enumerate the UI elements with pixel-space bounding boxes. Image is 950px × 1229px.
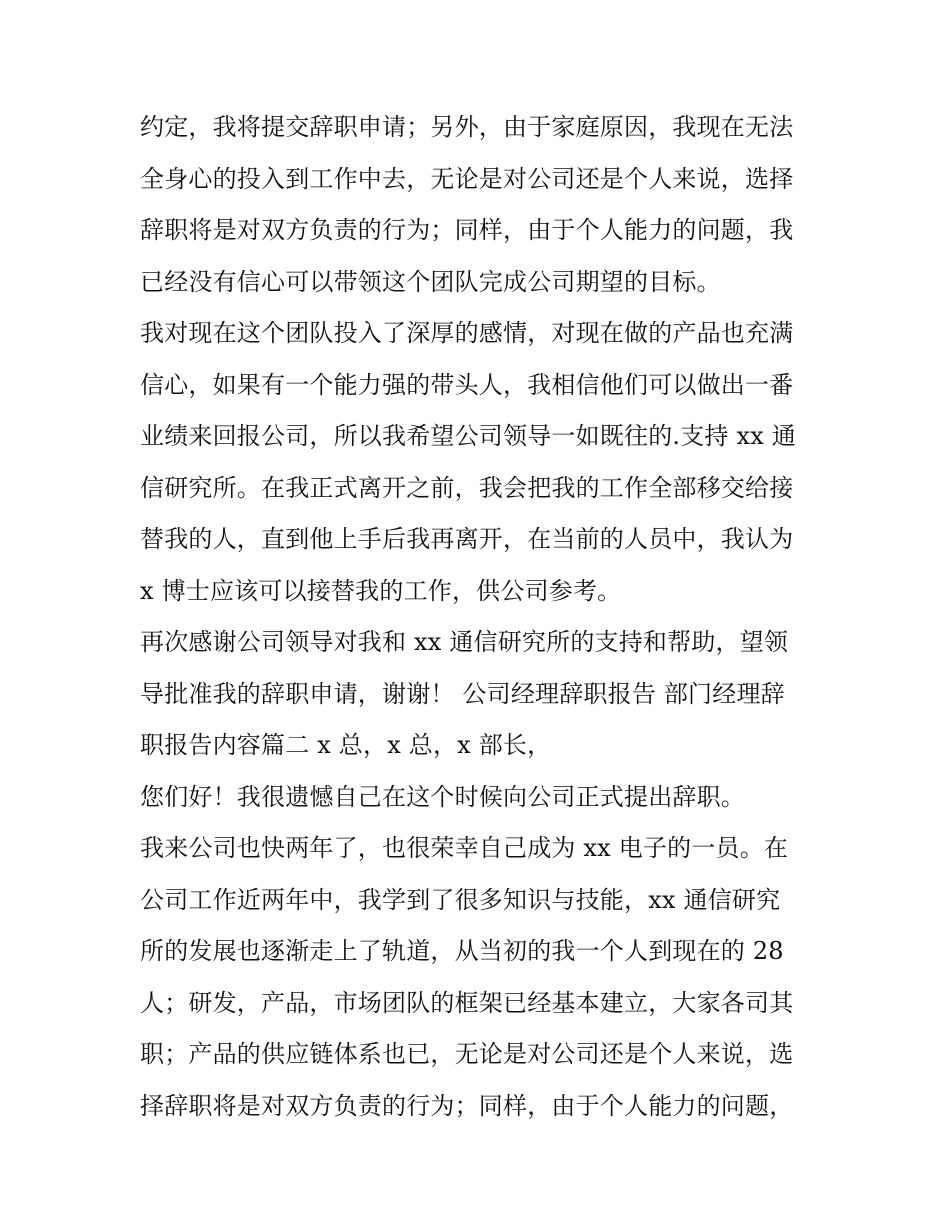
text-line: 择辞职将是对双方负责的行为；同样，由于个人能力的问题，: [140, 1091, 794, 1120]
text-line: 所的发展也逐渐走上了轨道，从当初的我一个人到现在的 28: [140, 937, 784, 965]
text-line: 辞职将是对双方负责的行为；同样，由于个人能力的问题，我: [140, 216, 794, 244]
text-line: 我对现在这个团队投入了深厚的感情，对现在做的产品也充满: [140, 319, 794, 347]
text-line: 导批准我的辞职申请，谢谢！ 公司经理辞职报告 部门经理辞: [140, 679, 785, 708]
document-body: [140, 102, 820, 1132]
text-line: 公司工作近两年中，我学到了很多知识与技能，xx 通信研究: [140, 885, 781, 914]
text-line: 人；研发，产品，市场团队的框架已经基本建立，大家各司其: [140, 988, 794, 1017]
text-line: 业绩来回报公司，所以我希望公司领导一如既往的.支持 xx 通: [140, 422, 796, 450]
text-line: 职；产品的供应链体系也已，无论是对公司还是个人来说，选: [140, 1040, 794, 1068]
text-line: 我来公司也快两年了，也很荣幸自己成为 xx 电子的一员。在: [140, 834, 789, 862]
text-line: 职报告内容篇二 x 总，x 总，x 部长，: [140, 731, 552, 759]
text-line: 信心，如果有一个能力强的带头人，我相信他们可以做出一番: [140, 370, 794, 399]
text-line: 全身心的投入到工作中去，无论是对公司还是个人来说，选择: [140, 164, 794, 193]
text-line: 信研究所。在我正式离开之前，我会把我的工作全部移交给接: [140, 473, 794, 502]
text-line: x 博士应该可以接替我的工作，供公司参考。: [140, 576, 622, 605]
text-line: 已经没有信心可以带领这个团队完成公司期望的目标。: [140, 267, 721, 296]
text-line: 再次感谢公司领导对我和 xx 通信研究所的支持和帮助，望领: [140, 628, 789, 656]
text-line: 约定，我将提交辞职申请；另外，由于家庭原因，我现在无法: [140, 113, 794, 141]
text-line: 替我的人，直到他上手后我再离开，在当前的人员中，我认为: [140, 525, 794, 553]
text-line: 您们好！我很遗憾自己在这个时候向公司正式提出辞职。: [140, 782, 745, 811]
